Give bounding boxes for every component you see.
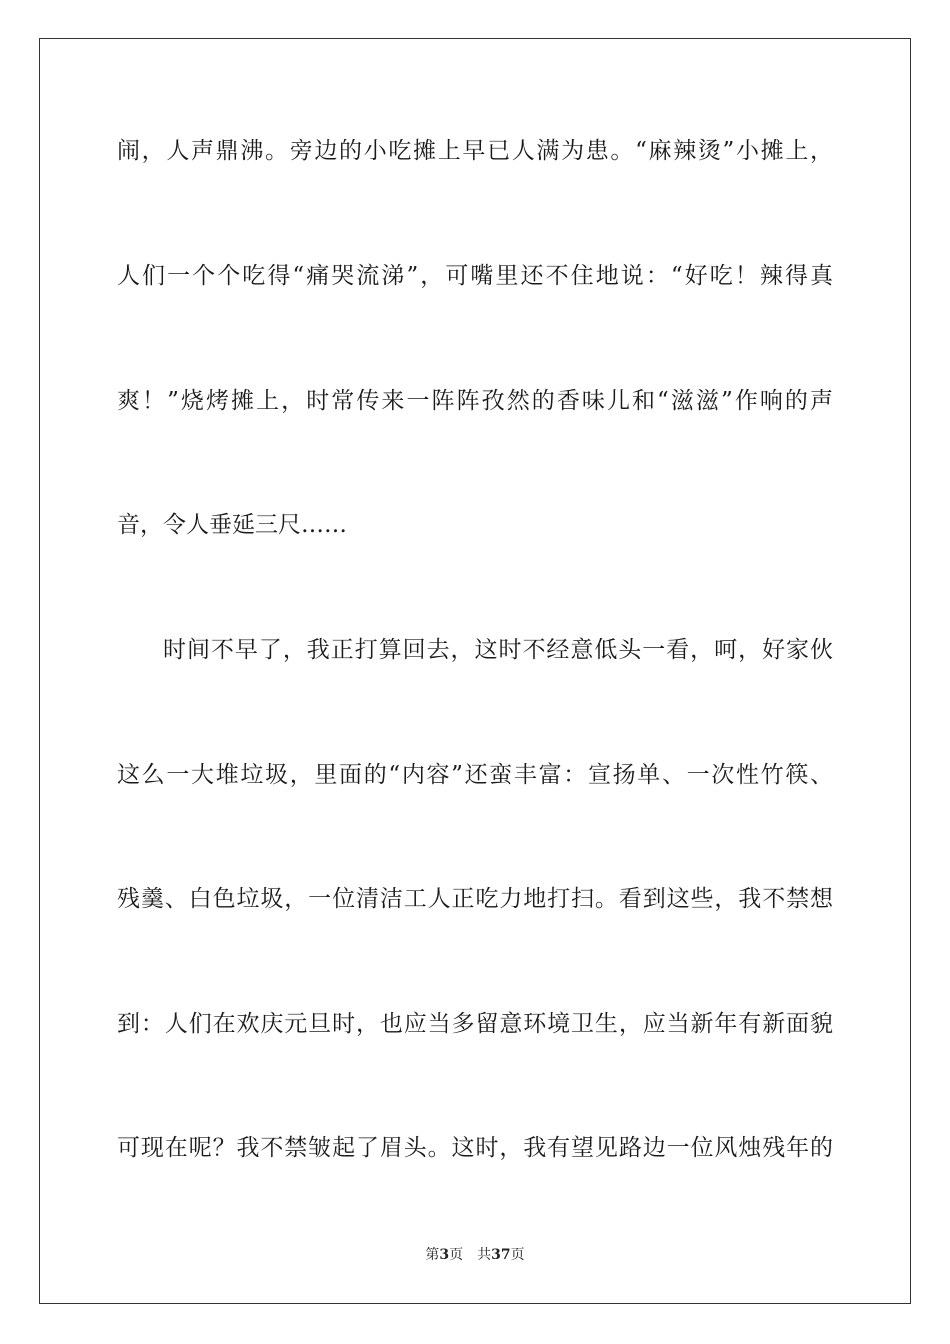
- paragraph-first-line: 时间不早了，我正打算回去，这时不经意低头一看，呵，好家伙: [163, 637, 833, 663]
- page-suffix: 页: [449, 1247, 464, 1263]
- total-prefix: 共: [477, 1247, 492, 1263]
- text-line: 这么一大堆垃圾，里面的“内容”还蛮丰富：宣扬单、一次性竹筷、: [117, 762, 833, 788]
- page-prefix: 第: [425, 1247, 440, 1263]
- text-line: 音，令人垂延三尺……: [117, 512, 347, 538]
- total-pages: 37: [491, 1247, 511, 1263]
- total-suffix: 页: [510, 1247, 525, 1263]
- page-number: 3: [439, 1247, 450, 1263]
- page-border: [39, 38, 911, 1304]
- text-line: 爽！”烧烤摊上，时常传来一阵阵孜然的香味儿和“滋滋”作响的声: [117, 388, 833, 414]
- text-line: 闹，人声鼎沸。旁边的小吃摊上早已人满为患。“麻辣烫”小摊上，: [117, 138, 833, 164]
- text-line: 人们一个个吃得“痛哭流涕”，可嘴里还不住地说：“好吃！辣得真: [117, 263, 833, 289]
- page-footer: [0, 1246, 950, 1264]
- text-line: 可现在呢？我不禁皱起了眉头。这时，我有望见路边一位风烛残年的: [117, 1135, 833, 1161]
- text-line: 残羹、白色垃圾，一位清洁工人正吃力地打扫。看到这些，我不禁想: [117, 886, 833, 912]
- text-line: 到：人们在欢庆元旦时，也应当多留意环境卫生，应当新年有新面貌: [117, 1011, 833, 1037]
